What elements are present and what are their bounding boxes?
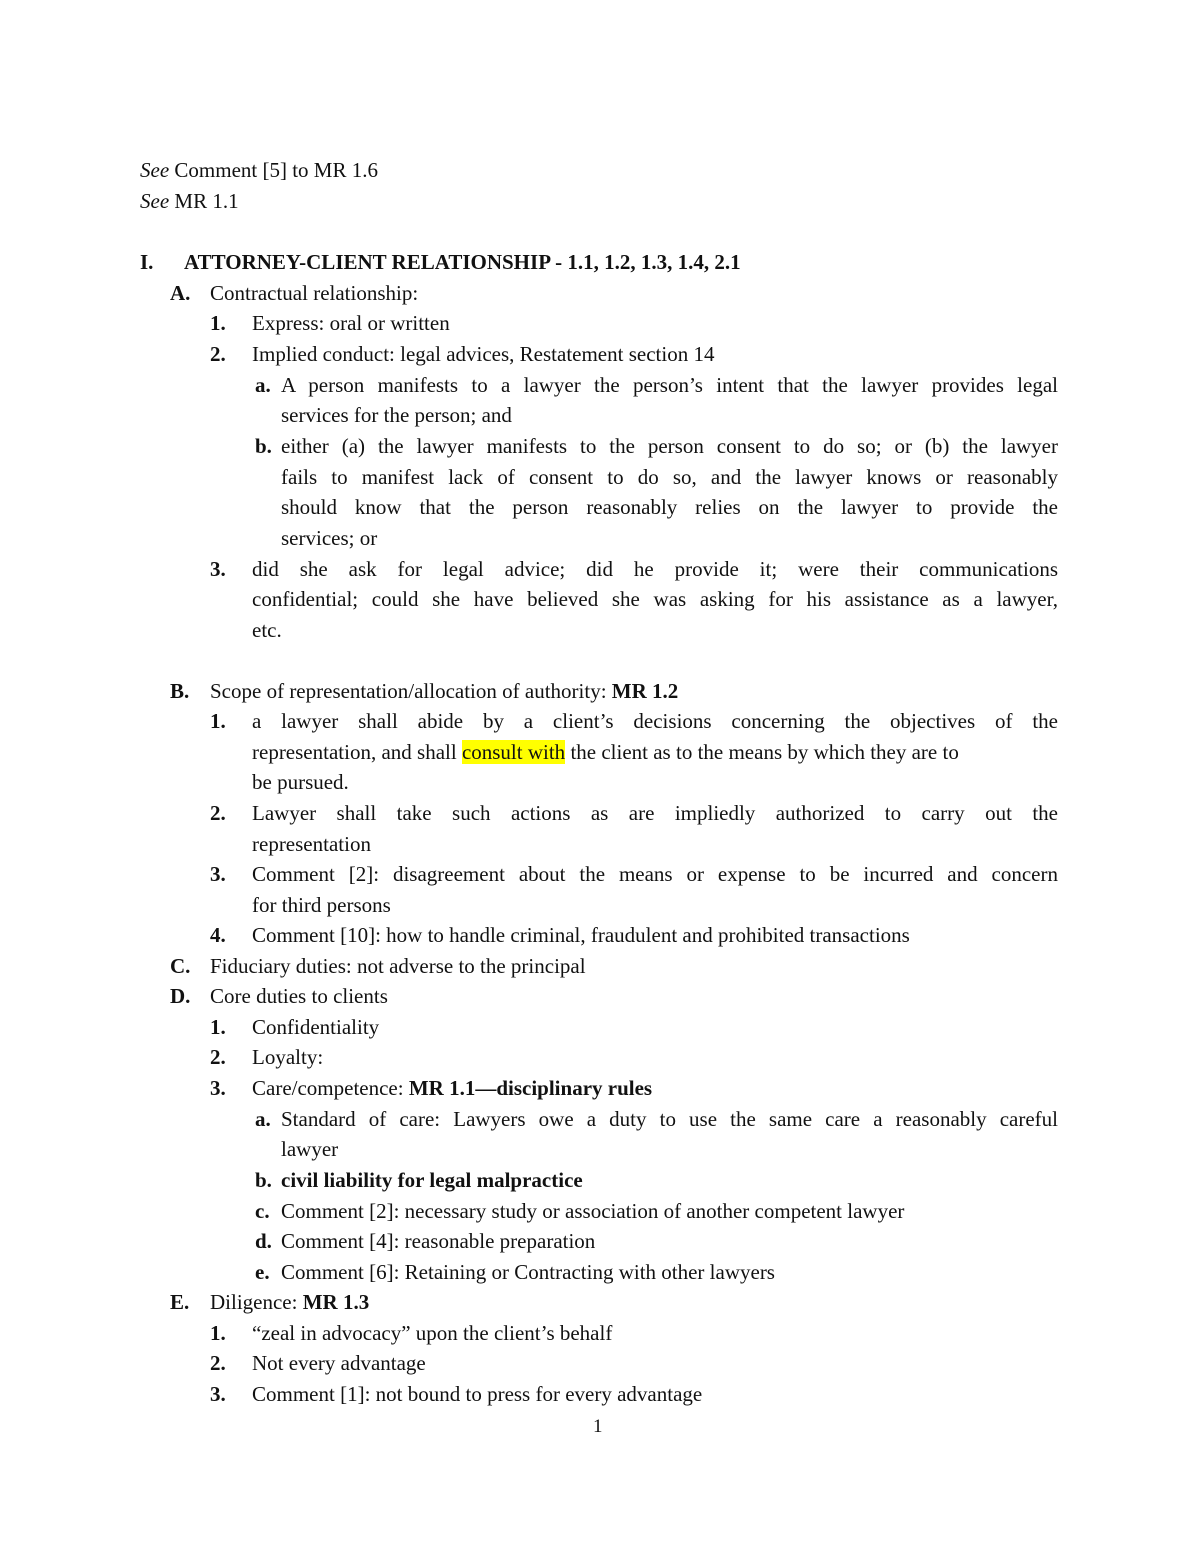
outline-marker: c.: [255, 1199, 270, 1223]
outline-marker: A.: [170, 281, 191, 305]
section-marker: I.: [140, 250, 154, 274]
list-item: Not every advantage: [252, 1351, 426, 1375]
reference-line-2: See MR 1.1: [140, 189, 239, 213]
outline-marker: a.: [255, 373, 271, 397]
outline-marker: E.: [170, 1290, 190, 1314]
page-number: 1: [593, 1416, 603, 1437]
list-item: “zeal in advocacy” upon the client’s behalf: [252, 1321, 613, 1345]
list-item: Standard of care: Lawyers owe a duty to use the same care a reasonably careful: [281, 1107, 1058, 1131]
outline-marker: 1.: [210, 709, 226, 733]
list-item: Comment [2]: disagreement about the means or expense to be incurred and concern: [252, 862, 1058, 886]
list-item-continuation: representation: [252, 832, 371, 856]
section-heading: ATTORNEY-CLIENT RELATIONSHIP - 1.1, 1.2, 1.3, 1.4, 2.1: [184, 250, 741, 274]
subsection-title: Core duties to clients: [210, 984, 388, 1008]
list-item-continuation: services for the person; and: [281, 403, 512, 427]
list-item-continuation: for third persons: [252, 893, 391, 917]
subsection-title: Diligence: MR 1.3: [210, 1290, 370, 1314]
list-item: did she ask for legal advice; did he provide it; were their communications: [252, 557, 1058, 581]
subsection-title: Scope of representation/allocation of authority: MR 1.2: [210, 679, 679, 703]
subsection-title: Contractual relationship:: [210, 281, 419, 305]
outline-marker: 2.: [210, 1045, 226, 1069]
outline-marker: e.: [255, 1260, 270, 1284]
outline-marker: D.: [170, 984, 191, 1008]
outline-marker: 3.: [210, 1076, 226, 1100]
outline-marker: 3.: [210, 1382, 226, 1406]
list-item: Comment [10]: how to handle criminal, fraudulent and prohibited transactions: [252, 923, 910, 947]
subsection-title: Fiduciary duties: not adverse to the principal: [210, 954, 586, 978]
list-item: Comment [1]: not bound to press for every advantage: [252, 1382, 703, 1406]
list-item: a lawyer shall abide by a client’s decisions concerning the objectives of the: [252, 709, 1058, 733]
list-item: Loyalty:: [252, 1045, 324, 1069]
list-item: civil liability for legal malpractice: [281, 1168, 583, 1192]
outline-marker: 2.: [210, 342, 226, 366]
outline-marker: 2.: [210, 1351, 226, 1375]
list-item-continuation: be pursued.: [252, 770, 349, 794]
outline-marker: 1.: [210, 1015, 226, 1039]
outline-marker: d.: [255, 1229, 272, 1253]
list-item: Express: oral or written: [252, 311, 450, 335]
list-item: Care/competence: MR 1.1—disciplinary rules: [252, 1076, 653, 1100]
list-item-continuation: confidential; could she have believed she was asking for his assistance as a lawyer,: [252, 587, 1058, 611]
outline-marker: 1.: [210, 1321, 226, 1345]
list-item-continuation: should know that the person reasonably relies on the lawyer to provide the: [281, 495, 1058, 519]
outline-marker: 1.: [210, 311, 226, 335]
list-item: Confidentiality: [252, 1015, 380, 1039]
list-item-continuation: etc.: [252, 618, 282, 642]
outline-marker: B.: [170, 679, 190, 703]
outline-marker: 2.: [210, 801, 226, 825]
list-item: A person manifests to a lawyer the person’s intent that the lawyer provides legal: [281, 373, 1058, 397]
outline-marker: b.: [255, 1168, 272, 1192]
outline-marker: 3.: [210, 557, 226, 581]
outline-marker: 4.: [210, 923, 226, 947]
list-item-continuation: lawyer: [281, 1137, 339, 1161]
outline-marker: a.: [255, 1107, 271, 1131]
list-item: Comment [2]: necessary study or association of another competent lawyer: [281, 1199, 905, 1223]
list-item-continuation: fails to manifest lack of consent to do so, and the lawyer knows or reasonably: [281, 465, 1058, 489]
list-item-continuation: representation, and shall consult with the client as to the means by which they are to: [252, 740, 959, 764]
list-item: Comment [4]: reasonable preparation: [281, 1229, 596, 1253]
outline-marker: 3.: [210, 862, 226, 886]
reference-line-1: See Comment [5] to MR 1.6: [140, 158, 378, 182]
outline-marker: b.: [255, 434, 272, 458]
highlighted-text: consult with: [461, 740, 566, 764]
list-item-continuation: services; or: [281, 526, 378, 550]
list-item: Comment [6]: Retaining or Contracting with other lawyers: [281, 1260, 775, 1284]
list-item: either (a) the lawyer manifests to the person consent to do so; or (b) the lawyer: [281, 434, 1058, 458]
list-item: Implied conduct: legal advices, Restatement section 14: [252, 342, 715, 366]
list-item: Lawyer shall take such actions as are impliedly authorized to carry out the: [252, 801, 1058, 825]
outline-marker: C.: [170, 954, 191, 978]
